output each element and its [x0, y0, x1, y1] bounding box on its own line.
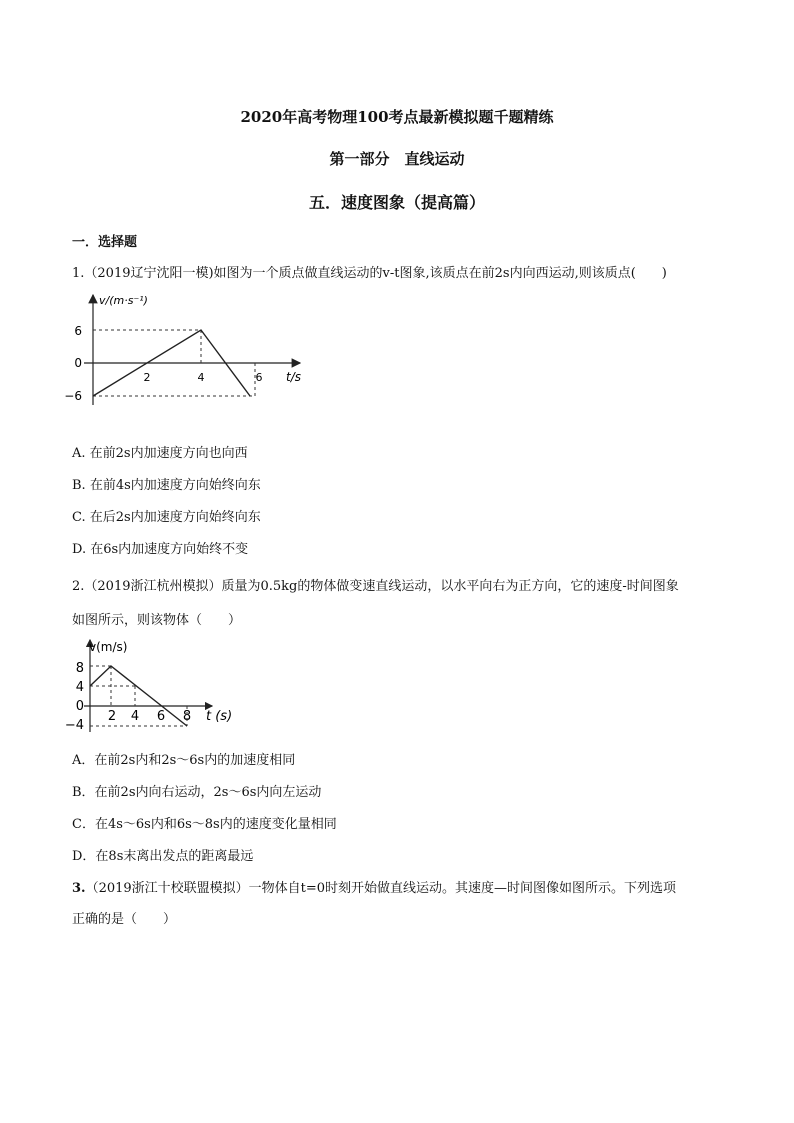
q2-vt-graph [64, 636, 242, 736]
q2-option-b: B．在前2s内向右运动，2s～6s内向左运动 [72, 785, 322, 800]
q1-option-d: D. 在6s内加速度方向始终不变 [72, 542, 249, 557]
q2-stem-line1: 2.（2019浙江杭州模拟）质量为0.5kg的物体做变速直线运动，以水平向右为正方向，它的速度-时间图象 [72, 579, 679, 594]
q2-y-label: v(m/s) [89, 640, 128, 654]
q1-option-c: C. 在后2s内加速度方向始终向东 [72, 510, 261, 525]
q1-y-tick: −6 [64, 389, 82, 403]
q1-vt-graph [62, 290, 312, 410]
q2-option-a: A．在前2s内和2s～6s内的加速度相同 [72, 753, 296, 768]
section-heading: 一．选择题 [72, 235, 138, 250]
q3-number: 3. [72, 881, 86, 896]
q2-x-label: t (s) [206, 709, 233, 724]
q2-option-c: C．在4s～6s内和6s～8s内的速度变化量相同 [72, 817, 337, 832]
q1-stem: 1.（2019辽宁沈阳一模)如图为一个质点做直线运动的v-t图象,该质点在前2s内向西运动,则该质点( ) [72, 266, 667, 281]
q1-x-tick: 4 [197, 371, 205, 384]
q2-option-d: D．在8s末离出发点的距离最远 [72, 849, 254, 864]
document-title: 2020年高考物理100考点最新模拟题千题精练 [240, 108, 554, 126]
q1-y-tick: 0 [74, 356, 82, 370]
q2-y-tick: 0 [75, 699, 84, 714]
q1-option-b: B. 在前4s内加速度方向始终向东 [72, 478, 261, 493]
section-title: 五．速度图象（提高篇） [308, 193, 485, 212]
q2-x-tick: 2 [107, 709, 117, 724]
q3-stem-line2: 正确的是（ ） [72, 912, 177, 927]
q2-stem-line2: 如图所示，则该物体（ ） [72, 613, 242, 628]
q1-y-label: v/(m·s⁻¹) [99, 294, 148, 307]
q2-x-tick: 6 [156, 709, 166, 724]
q1-y-tick: 6 [74, 324, 82, 338]
q2-y-tick: 8 [75, 661, 84, 676]
q2-x-tick: 4 [130, 709, 140, 724]
q3-stem-text: （2019浙江十校联盟模拟）一物体自t=0时刻开始做直线运动。其速度—时间图像如图所示。下列选项 [85, 881, 677, 896]
q1-x-tick: 2 [143, 371, 151, 384]
part-title: 第一部分 直线运动 [329, 150, 465, 168]
q2-y-tick: −4 [64, 718, 84, 733]
q2-y-tick: 4 [75, 680, 84, 695]
q1-x-label: t/s [286, 370, 301, 384]
q1-x-tick: 6 [255, 371, 263, 384]
q3-stem-line1 [72, 877, 676, 896]
q1-option-a: A. 在前2s内加速度方向也向西 [72, 446, 248, 461]
q2-x-tick: 8 [182, 709, 192, 724]
